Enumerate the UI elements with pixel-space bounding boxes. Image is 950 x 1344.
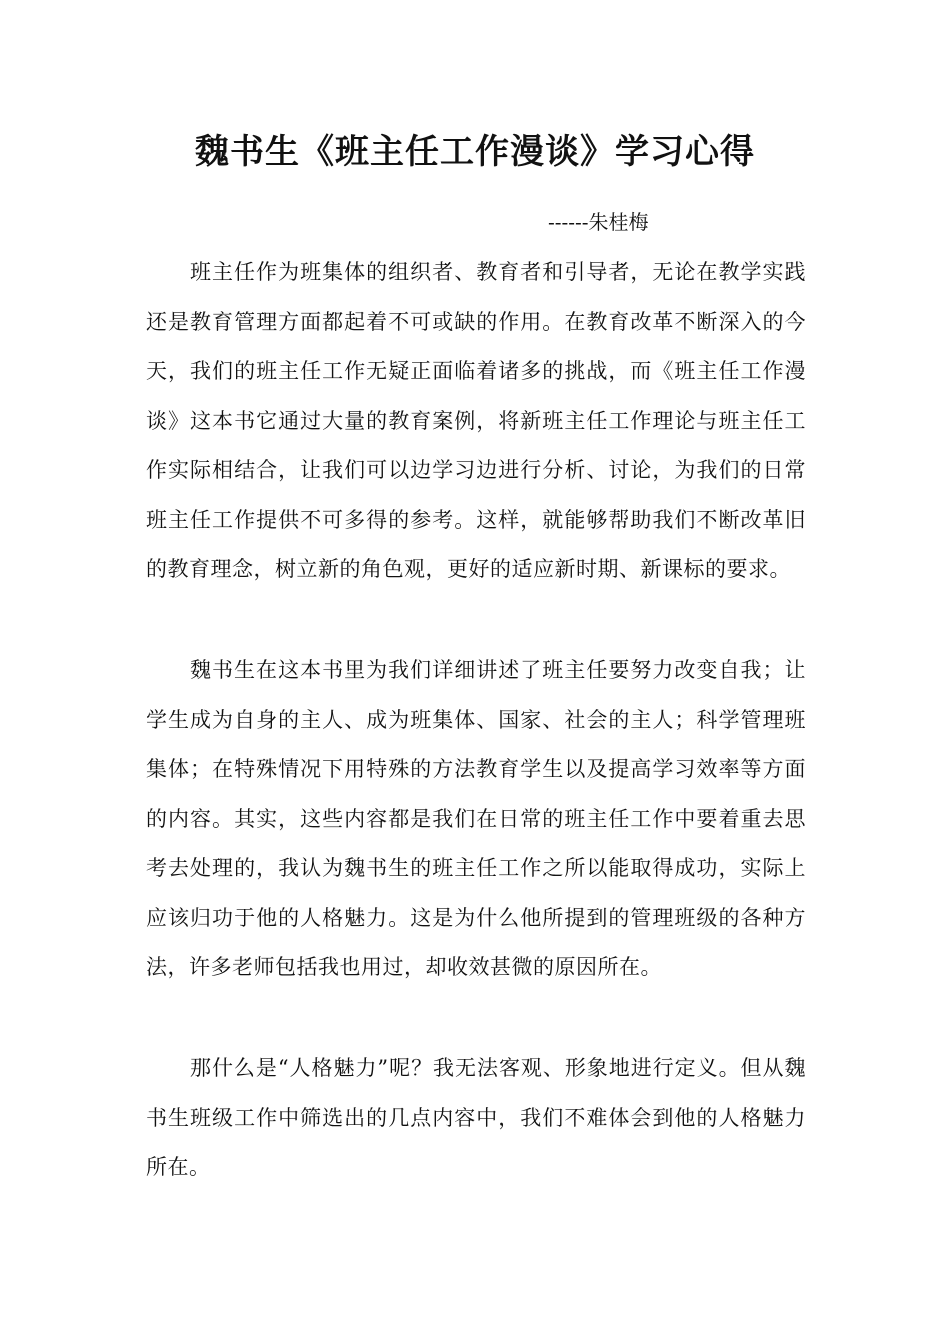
document-title: 魏书生《班主任工作漫谈》学习心得 — [195, 132, 755, 172]
paragraph-3: 那什么是“人格魅力”呢？我无法客观、形象地进行定义。但从魏书生班级工作中筛选出的几点内容中，我们不难体会到他的人格魅力所在。 — [146, 1056, 806, 1179]
paragraph-1: 班主任作为班集体的组织者、教育者和引导者，无论在教学实践还是教育管理方面都起着不可或缺的作用。在教育改革不断深入的今天，我们的班主任工作无疑正面临着诸多的挑战，而《班主任工作漫谈》这本书它通过大量的教育案例，将新班主任工作理论与班主任工作实际相结合，让我们可以边学习边进行分析、讨论，为我们的日常班主任工作提供不可多得的参考。这样，就能够帮助我们不断改革旧的教育理念，树立新的角色观，更好的适应新时期、新课标的要求。 — [146, 260, 806, 581]
paragraph-2: 魏书生在这本书里为我们详细讲述了班主任要努力改变自我；让学生成为自身的主人、成为班集体、国家、社会的主人；科学管理班集体；在特殊情况下用特殊的方法教育学生以及提高学习效率等方面的内容。其实，这些内容都是我们在日常的班主任工作中要着重去思考去处理的，我认为魏书生的班主任工作之所以能取得成功，实际上应该归功于他的人格魅力。这是为什么他所提到的管理班级的各种方法，许多老师包括我也用过，却收效甚微的原因所在。 — [146, 658, 806, 979]
author-line: ------朱桂梅 — [548, 210, 649, 234]
